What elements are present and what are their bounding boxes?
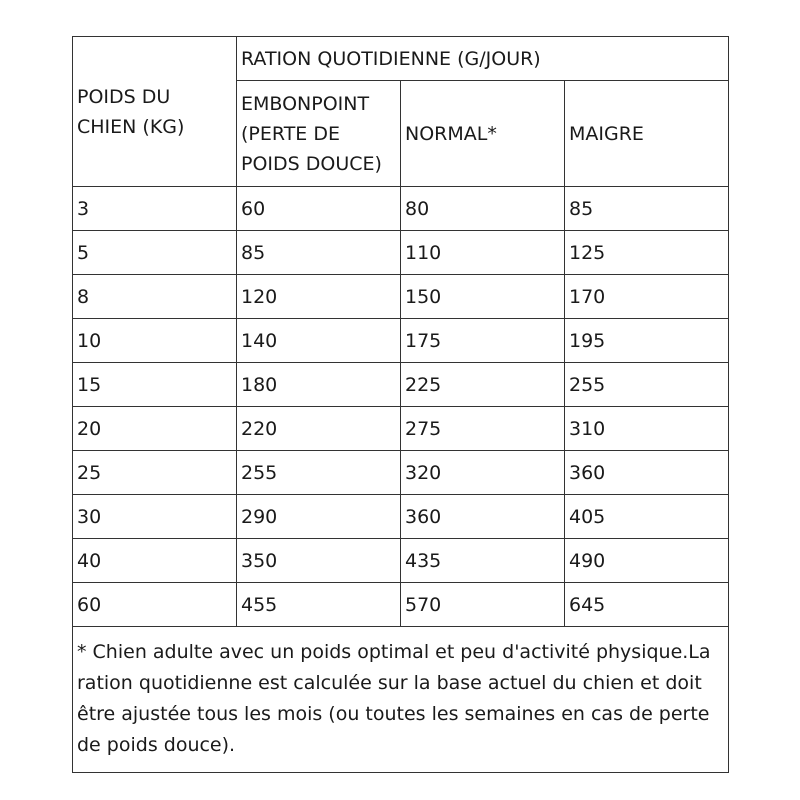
feeding-table-container: [72, 36, 728, 773]
cell-weight: 40: [73, 539, 237, 583]
cell-normal: 360: [401, 495, 565, 539]
cell-weight: 60: [73, 583, 237, 627]
cell-weight: 5: [73, 231, 237, 275]
cell-overweight: 255: [237, 451, 401, 495]
table-row: [73, 363, 729, 407]
table-row: [73, 583, 729, 627]
table-row: [73, 407, 729, 451]
cell-normal: 175: [401, 319, 565, 363]
footnote: * Chien adulte avec un poids optimal et peu d'activité physique.La ration quotidienne est calculée sur la base actuel du chien et doit être ajustée tous les mois (ou toutes les semaines en cas de perte de poids douce).: [73, 627, 729, 773]
cell-thin: 195: [565, 319, 729, 363]
cell-normal: 150: [401, 275, 565, 319]
cell-thin: 310: [565, 407, 729, 451]
cell-weight: 30: [73, 495, 237, 539]
cell-normal: 80: [401, 187, 565, 231]
cell-weight: 8: [73, 275, 237, 319]
table-row: [73, 539, 729, 583]
cell-thin: 170: [565, 275, 729, 319]
cell-thin: 490: [565, 539, 729, 583]
cell-normal: 110: [401, 231, 565, 275]
header-overweight: EMBONPOINT (PERTE DE POIDS DOUCE): [237, 81, 401, 187]
header-normal: NORMAL*: [401, 81, 565, 187]
cell-overweight: 220: [237, 407, 401, 451]
cell-thin: 645: [565, 583, 729, 627]
cell-overweight: 455: [237, 583, 401, 627]
table-row: [73, 275, 729, 319]
cell-overweight: 60: [237, 187, 401, 231]
cell-weight: 3: [73, 187, 237, 231]
cell-normal: 435: [401, 539, 565, 583]
cell-weight: 25: [73, 451, 237, 495]
table-row: [73, 187, 729, 231]
footnote-row: [73, 627, 729, 773]
header-ration: RATION QUOTIDIENNE (G/JOUR): [237, 37, 729, 81]
cell-thin: 85: [565, 187, 729, 231]
cell-overweight: 120: [237, 275, 401, 319]
cell-overweight: 180: [237, 363, 401, 407]
cell-overweight: 350: [237, 539, 401, 583]
cell-normal: 570: [401, 583, 565, 627]
cell-normal: 275: [401, 407, 565, 451]
cell-weight: 15: [73, 363, 237, 407]
header-weight: POIDS DU CHIEN (KG): [73, 37, 237, 187]
cell-thin: 360: [565, 451, 729, 495]
cell-overweight: 290: [237, 495, 401, 539]
cell-overweight: 140: [237, 319, 401, 363]
cell-thin: 405: [565, 495, 729, 539]
cell-thin: 125: [565, 231, 729, 275]
header-row-top: [73, 37, 729, 81]
table-row: [73, 451, 729, 495]
cell-normal: 320: [401, 451, 565, 495]
cell-weight: 20: [73, 407, 237, 451]
cell-overweight: 85: [237, 231, 401, 275]
cell-weight: 10: [73, 319, 237, 363]
table-row: [73, 495, 729, 539]
table-row: [73, 231, 729, 275]
table-row: [73, 319, 729, 363]
cell-thin: 255: [565, 363, 729, 407]
header-thin: MAIGRE: [565, 81, 729, 187]
feeding-table: [72, 36, 729, 773]
cell-normal: 225: [401, 363, 565, 407]
